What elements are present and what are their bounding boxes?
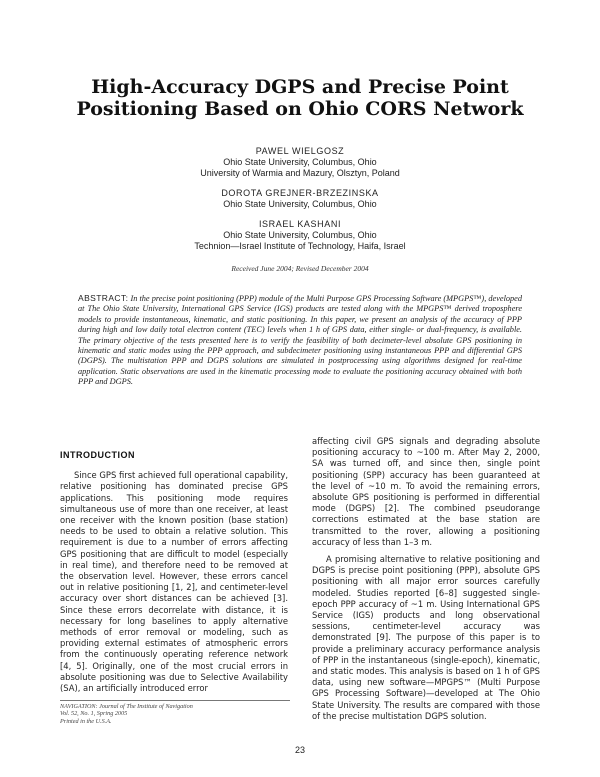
abstract-text: In the precise point positioning (PPP) module of the Multi Purpose GPS Processing Software (MPGPS™), developed at The Ohio State University, International GPS Service (IGS) products are tested along with the MPGPS™ derived troposphere models to provide instantaneous, kinematic, and static positioning. In this paper, we present an analysis of the accuracy of PPP during high and low daily total electron content (TEC) levels when 1 h of GPS data, either single- or dual-frequency, is available. The primary objective of the tests presented here is to verify the feasibility of both decimeter-level absolute GPS positioning in kinematic and static modes using the PPP approach, and subdecimeter positioning using instantaneous PPP and differential GPS (DGPS). The multistation PPP and DGPS solutions are simulated in postprocessing using algorithms designed for real-time application. Static observations are used in the kinematic processing mode to evaluate the positioning accuracy obtained with both PPP and DGPS. <box>78 294 522 387</box>
left-column <box>60 450 288 700</box>
journal-footnote <box>60 700 290 725</box>
footnote-journal: NAVIGATION: Journal of The Institute of Navigation <box>60 703 193 710</box>
abstract <box>78 293 522 388</box>
author-affiliation: Technion—Israel Institute of Technology, Haifa, Israel <box>194 241 406 251</box>
right-column <box>312 436 540 728</box>
section-heading: INTRODUCTION <box>60 450 135 460</box>
title-line-1: High-Accuracy DGPS and Precise Point <box>91 76 509 98</box>
body-paragraph: A promising alternative to relative positioning and DGPS is precise point positioning (PPP), absolute GPS positioning with all major error sources carefully modeled. Studies reported [6–8] suggested single-epoch PPP accuracy of ~1 m. Using International GPS Service (IGS) products and long observational sessions, centimeter-level accuracy was demonstrated [9]. The purpose of this paper is to provide a preliminary accuracy performance analysis of PPP in the instantaneous (single-epoch), kinematic, and static modes. This analysis is based on 1 h of GPS data, using new software—MPGPS™ (Multi Purpose GPS Processing Software)—developed at The Ohio State University. The results are compared with those of the precise multistation DGPS solution. <box>312 554 540 721</box>
author-name: DOROTA GREJNER-BRZEZINSKA <box>221 188 379 198</box>
body-paragraph: affecting civil GPS signals and degrading absolute positioning accuracy to ~100 m. After May 2, 2000, SA was turned off, and since then, single point positioning (SPP) accuracy has been guaranteed at the level of ~10 m. To avoid the remaining errors, absolute GPS positioning is performed in differential mode (DGPS) [2]. The combined pseudorange corrections estimated at the base station are transmitted to the rover, allowing a positioning accuracy of less than 1–3 m. <box>312 436 540 547</box>
author-block <box>100 188 500 210</box>
paper-title <box>60 76 540 120</box>
author-block <box>100 146 500 179</box>
author-affiliation: Ohio State University, Columbus, Ohio <box>223 230 377 240</box>
footnote-printed: Printed in the U.S.A. <box>60 717 112 725</box>
author-block <box>100 219 500 252</box>
author-name: ISRAEL KASHANI <box>258 219 342 229</box>
footnote-volume: Vol. 52, No. 1, Spring 2005 <box>60 710 128 718</box>
title-line-2: Positioning Based on Ohio CORS Network <box>76 98 524 120</box>
author-list <box>100 146 500 261</box>
received-date: Received June 2004; Revised December 2004 <box>231 264 369 273</box>
author-affiliation: University of Warmia and Mazury, Olsztyn, Poland <box>200 168 400 178</box>
body-paragraph: Since GPS first achieved full operational capability, relative positioning has dominated precise GPS applications. This positioning mode requires simultaneous use of more than one receiver, at least one receiver with the known position (base station) needs to be used to obtain a relative solution. This requirement is due to a number of errors affecting GPS positioning that are difficult to model (especially in real time), and therefore need to be removed at the observation level. However, these errors cancel out in relative positioning [1, 2], and centimeter-level accuracy over short distances can be achieved [3]. Since these errors decorrelate with distance, it is necessary for long baselines to apply alternative methods of error removal or modeling, such as providing external estimates of atmospheric errors from the continuously operating reference network [4, 5]. Originally, one of the most crucial errors in absolute positioning was due to Selective Availability (SA), an artificially introduced error <box>60 470 288 694</box>
author-affiliation: Ohio State University, Columbus, Ohio <box>223 157 377 167</box>
author-name: PAWEL WIELGOSZ <box>255 146 345 156</box>
abstract-label: ABSTRACT: <box>78 293 129 303</box>
page-number: 23 <box>294 745 305 755</box>
author-affiliation: Ohio State University, Columbus, Ohio <box>223 199 377 209</box>
